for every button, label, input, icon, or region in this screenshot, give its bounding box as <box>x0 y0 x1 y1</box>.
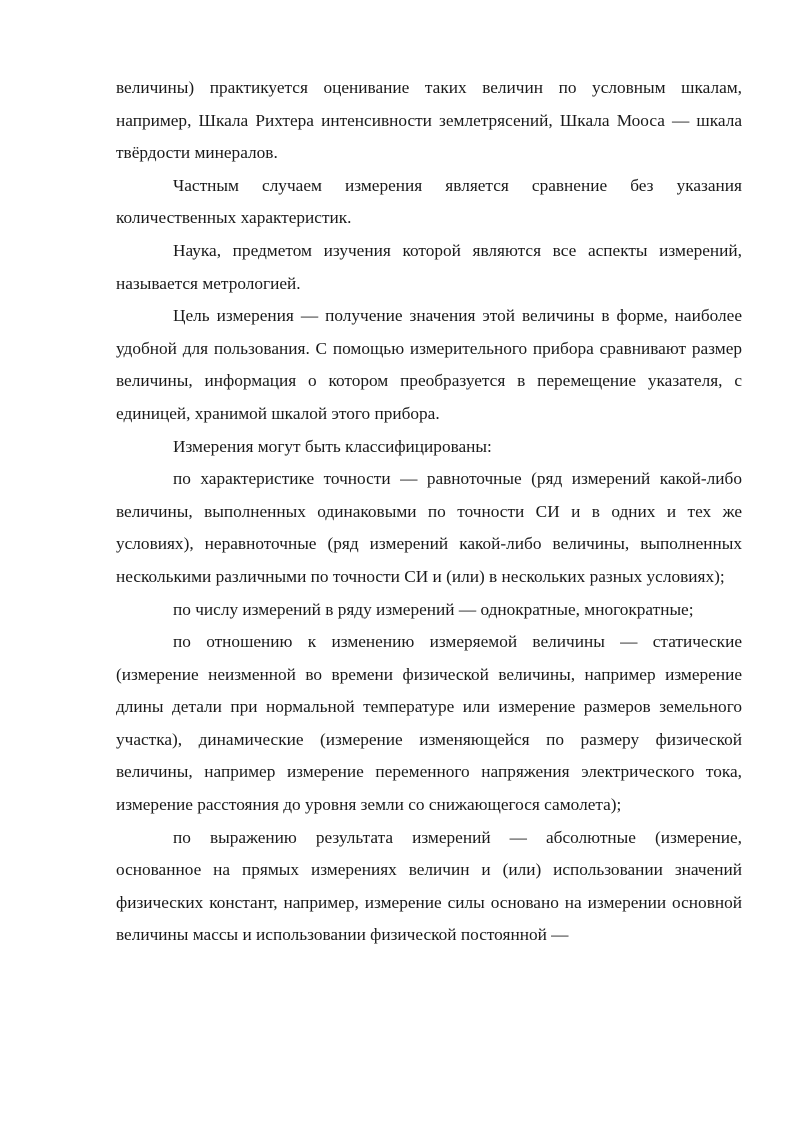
paragraph-comparison: Частным случаем измерения является сравнение без указания количественных характеристик. <box>116 175 742 228</box>
paragraph-metrology: Наука, предметом изучения которой являются все аспекты измерений, называется метрологией. <box>116 240 742 293</box>
document-body <box>116 72 742 952</box>
paragraph-measurement-goal: Цель измерения — получение значения этой величины в форме, наиболее удобной для пользования. С помощью измерительного прибора сравнивают размер величины, информация о котором преобразуется в перемещение указателя, с единицей, хранимой шкалой этого прибора. <box>116 306 742 423</box>
paragraph-result-classification: по выражению результата измерений — абсолютные (измерение, основанное на прямых измерениях величин и (или) использовании значений физических констант, например, измерение силы основано на измерении основной величины массы и использовании физической постоянной — <box>116 827 742 945</box>
paragraph-accuracy-classification: по характеристике точности — равноточные (ряд измерений какой-либо величины, выполненных одинаковыми по точности СИ и в одних и тех же условиях), неравноточные (ряд измерений какой-либо величины, выполненных несколькими различными по точности СИ и (или) в нескольких разных условиях); <box>116 469 742 586</box>
paragraph-count-classification: по числу измерений в ряду измерений — однократные, многократные; <box>173 599 694 619</box>
paragraph-scales-continuation: величины) практикуется оценивание таких величин по условным шкалам, например, Шкала Рихтера интенсивности землетрясений, Шкала Мооса — шкала твёрдости минералов. <box>116 78 742 163</box>
paragraph-classification-intro: Измерения могут быть классифицированы: <box>173 436 492 456</box>
paragraph-change-classification: по отношению к изменению измеряемой величины — статические (измерение неизменной во времени физической величины, например измерение длины детали при нормальной температуре или измерение размеров земельного участка), динамические (измерение изменяющейся по размеру физической величины, например измерение переменного напряжения электрического тока, измерение расстояния до уровня земли со снижающегося самолета); <box>116 632 742 815</box>
